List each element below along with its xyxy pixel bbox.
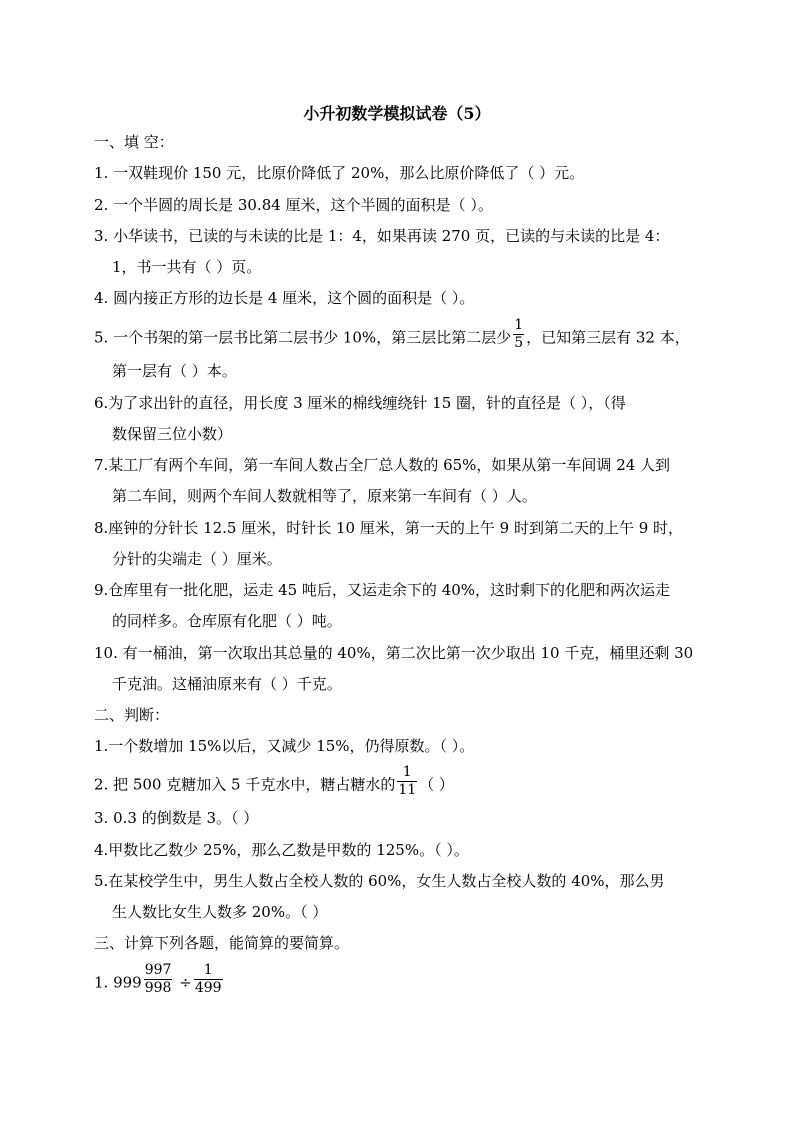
fraction-one-fifth bbox=[513, 317, 524, 352]
question-5-text-a: 5. 一个书架的第一层书比第二层书少 10%，第三层比第二层少 bbox=[94, 328, 512, 347]
mixed-number-whole: 999 bbox=[113, 973, 142, 992]
question-7-line-1: 7.某工厂有两个车间，第一车间人数占全厂总人数的 65%，如果从第一车间调 24 人到 bbox=[94, 456, 671, 474]
judgement-3: 3. 0.3 的倒数是 3。（ ） bbox=[94, 809, 259, 827]
question-6-line-2: 数保留三位小数） bbox=[112, 425, 233, 443]
judgement-2-text-a: 2. 把 500 克糖加入 5 千克水中，糖占糖水的 bbox=[94, 775, 396, 794]
fraction-denominator: 5 bbox=[514, 335, 524, 351]
section-heading-calculation: 三、计算下列各题，能简算的要简算。 bbox=[94, 934, 350, 952]
judgement-2-text-b: （ ） bbox=[419, 775, 454, 794]
question-1: 1. 一双鞋现价 150 元，比原价降低了 20%，那么比原价降低了（ ）元。 bbox=[94, 164, 585, 182]
question-5-line-2: 第一层有（ ）本。 bbox=[112, 362, 237, 380]
question-4: 4. 圆内接正方形的边长是 4 厘米，这个圆的面积是（ ）。 bbox=[94, 289, 475, 307]
question-3-line-2: 1，书一共有（ ）页。 bbox=[112, 258, 262, 276]
question-5-text-b: ，已知第三层有 32 本， bbox=[526, 328, 690, 347]
fraction-1-499 bbox=[194, 962, 223, 997]
fraction-denominator: 11 bbox=[398, 782, 417, 798]
fraction-numerator: 997 bbox=[144, 962, 172, 978]
fraction-997-998 bbox=[144, 962, 173, 997]
calculation-1-label: 1. bbox=[94, 973, 109, 992]
judgement-5-line-1: 5.在某校学生中，男生人数占全校人数的 60%，女生人数占全校人数的 40%，那么男 bbox=[94, 872, 665, 890]
calculation-1 bbox=[94, 962, 225, 996]
question-6-line-1: 6.为了求出针的直径，用长度 3 厘米的棉线缠绕针 15 圈，针的直径是（ ），（得 bbox=[94, 394, 626, 412]
section-heading-fill-blank: 一、填 空： bbox=[94, 133, 174, 151]
judgement-2 bbox=[94, 764, 454, 798]
page-title: 小升初数学模拟试卷（5） bbox=[303, 104, 491, 123]
fraction-one-eleventh bbox=[397, 764, 417, 799]
question-8-line-1: 8.座钟的分针长 12.5 厘米，时针长 10 厘米，第一天的上午 9 时到第二天的上午 9 时， bbox=[94, 519, 684, 537]
question-9-line-2: 的同样多。仓库原有化肥（ ）吨。 bbox=[112, 612, 342, 630]
division-operator: ÷ bbox=[179, 973, 192, 992]
fraction-numerator: 1 bbox=[194, 962, 223, 980]
judgement-5-line-2: 生人数比女生人数多 20%。（ ） bbox=[112, 903, 328, 921]
fraction-denominator: 499 bbox=[194, 980, 222, 996]
section-heading-judgement: 二、判断： bbox=[94, 706, 170, 724]
question-10-line-2: 千克油。这桶油原来有（ ）千克。 bbox=[112, 675, 342, 693]
fraction-denominator: 998 bbox=[144, 980, 172, 996]
question-5-line-1 bbox=[94, 317, 690, 351]
fraction-numerator: 1 bbox=[514, 317, 524, 333]
question-8-line-2: 分针的尖端走（ ）厘米。 bbox=[112, 550, 282, 568]
question-9-line-1: 9.仓库里有一批化肥，运走 45 吨后，又运走余下的 40%，这时剩下的化肥和两次运走 bbox=[94, 581, 671, 599]
fraction-numerator: 1 bbox=[397, 764, 417, 782]
judgement-4: 4.甲数比乙数少 25%，那么乙数是甲数的 125%。（ ）。 bbox=[94, 841, 469, 859]
question-3-line-1: 3. 小华读书，已读的与未读的比是 1：4，如果再读 270 页，已读的与未读的比是 4： bbox=[94, 227, 670, 245]
judgement-1: 1.一个数增加 15%以后，又减少 15%，仍得原数。（ ）。 bbox=[94, 737, 475, 755]
question-10-line-1: 10. 有一桶油，第一次取出其总量的 40%，第二次比第一次少取出 10 千克，桶里还剩 30 bbox=[94, 644, 694, 662]
question-7-line-2: 第二车间，则两个车间人数就相等了，原来第一车间有（ ）人。 bbox=[112, 487, 537, 505]
question-2: 2. 一个半圆的周长是 30.84 厘米，这个半圆的面积是（ ）。 bbox=[94, 196, 493, 214]
